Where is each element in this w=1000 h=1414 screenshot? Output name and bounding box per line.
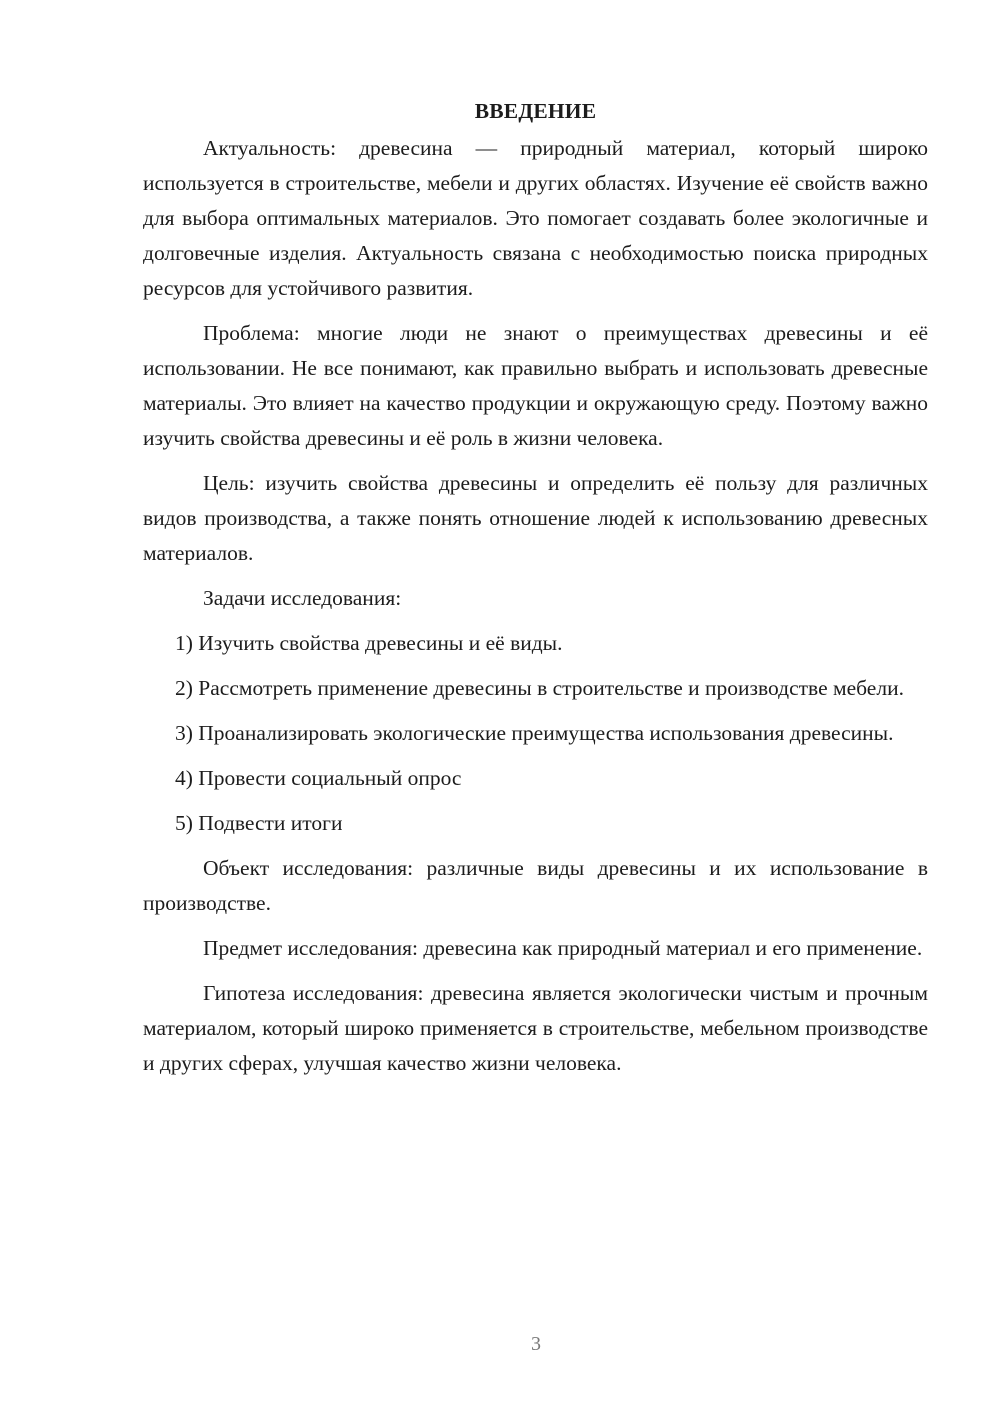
document-page xyxy=(143,96,928,1091)
task-item: 1) Изучить свойства древесины и её виды. xyxy=(175,631,563,655)
task-item: 3) Проанализировать экологические преимущества использования древесины. xyxy=(175,721,894,745)
goal-paragraph: Цель: изучить свойства древесины и определить её пользу для различных видов производства, а также понять отношение людей к использованию древесных материалов. xyxy=(143,471,928,565)
page-title: ВВЕДЕНИЕ xyxy=(474,99,597,123)
task-item: 5) Подвести итоги xyxy=(175,811,343,835)
hypothesis-paragraph: Гипотеза исследования: древесина является экологически чистым и прочным материалом, который широко применяется в строительстве, мебельном производстве и других сферах, улучшая качество жизни человека. xyxy=(143,981,928,1075)
tasks-heading: Задачи исследования: xyxy=(203,586,402,610)
relevance-paragraph: Актуальность: древесина — природный материал, который широко используется в строительстве, мебели и других областях. Изучение её свойств важно для выбора оптимальных материалов. Это помогает создавать более экологичные и долговечные изделия. Актуальность связана с необходимостью поиска природных ресурсов для устойчивого развития. xyxy=(143,136,928,300)
task-item: 4) Провести социальный опрос xyxy=(175,766,462,790)
page-number: 3 xyxy=(531,1333,541,1355)
object-paragraph: Объект исследования: различные виды древесины и их использование в производстве. xyxy=(143,856,928,915)
subject-paragraph: Предмет исследования: древесина как природный материал и его применение. xyxy=(203,936,923,960)
task-item: 2) Рассмотреть применение древесины в строительстве и производстве мебели. xyxy=(175,676,904,700)
problem-paragraph: Проблема: многие люди не знают о преимуществах древесины и её использовании. Не все понимают, как правильно выбрать и использовать древесные материалы. Это влияет на качество продукции и окружающую среду. Поэтому важно изучить свойства древесины и её роль в жизни человека. xyxy=(143,321,928,450)
